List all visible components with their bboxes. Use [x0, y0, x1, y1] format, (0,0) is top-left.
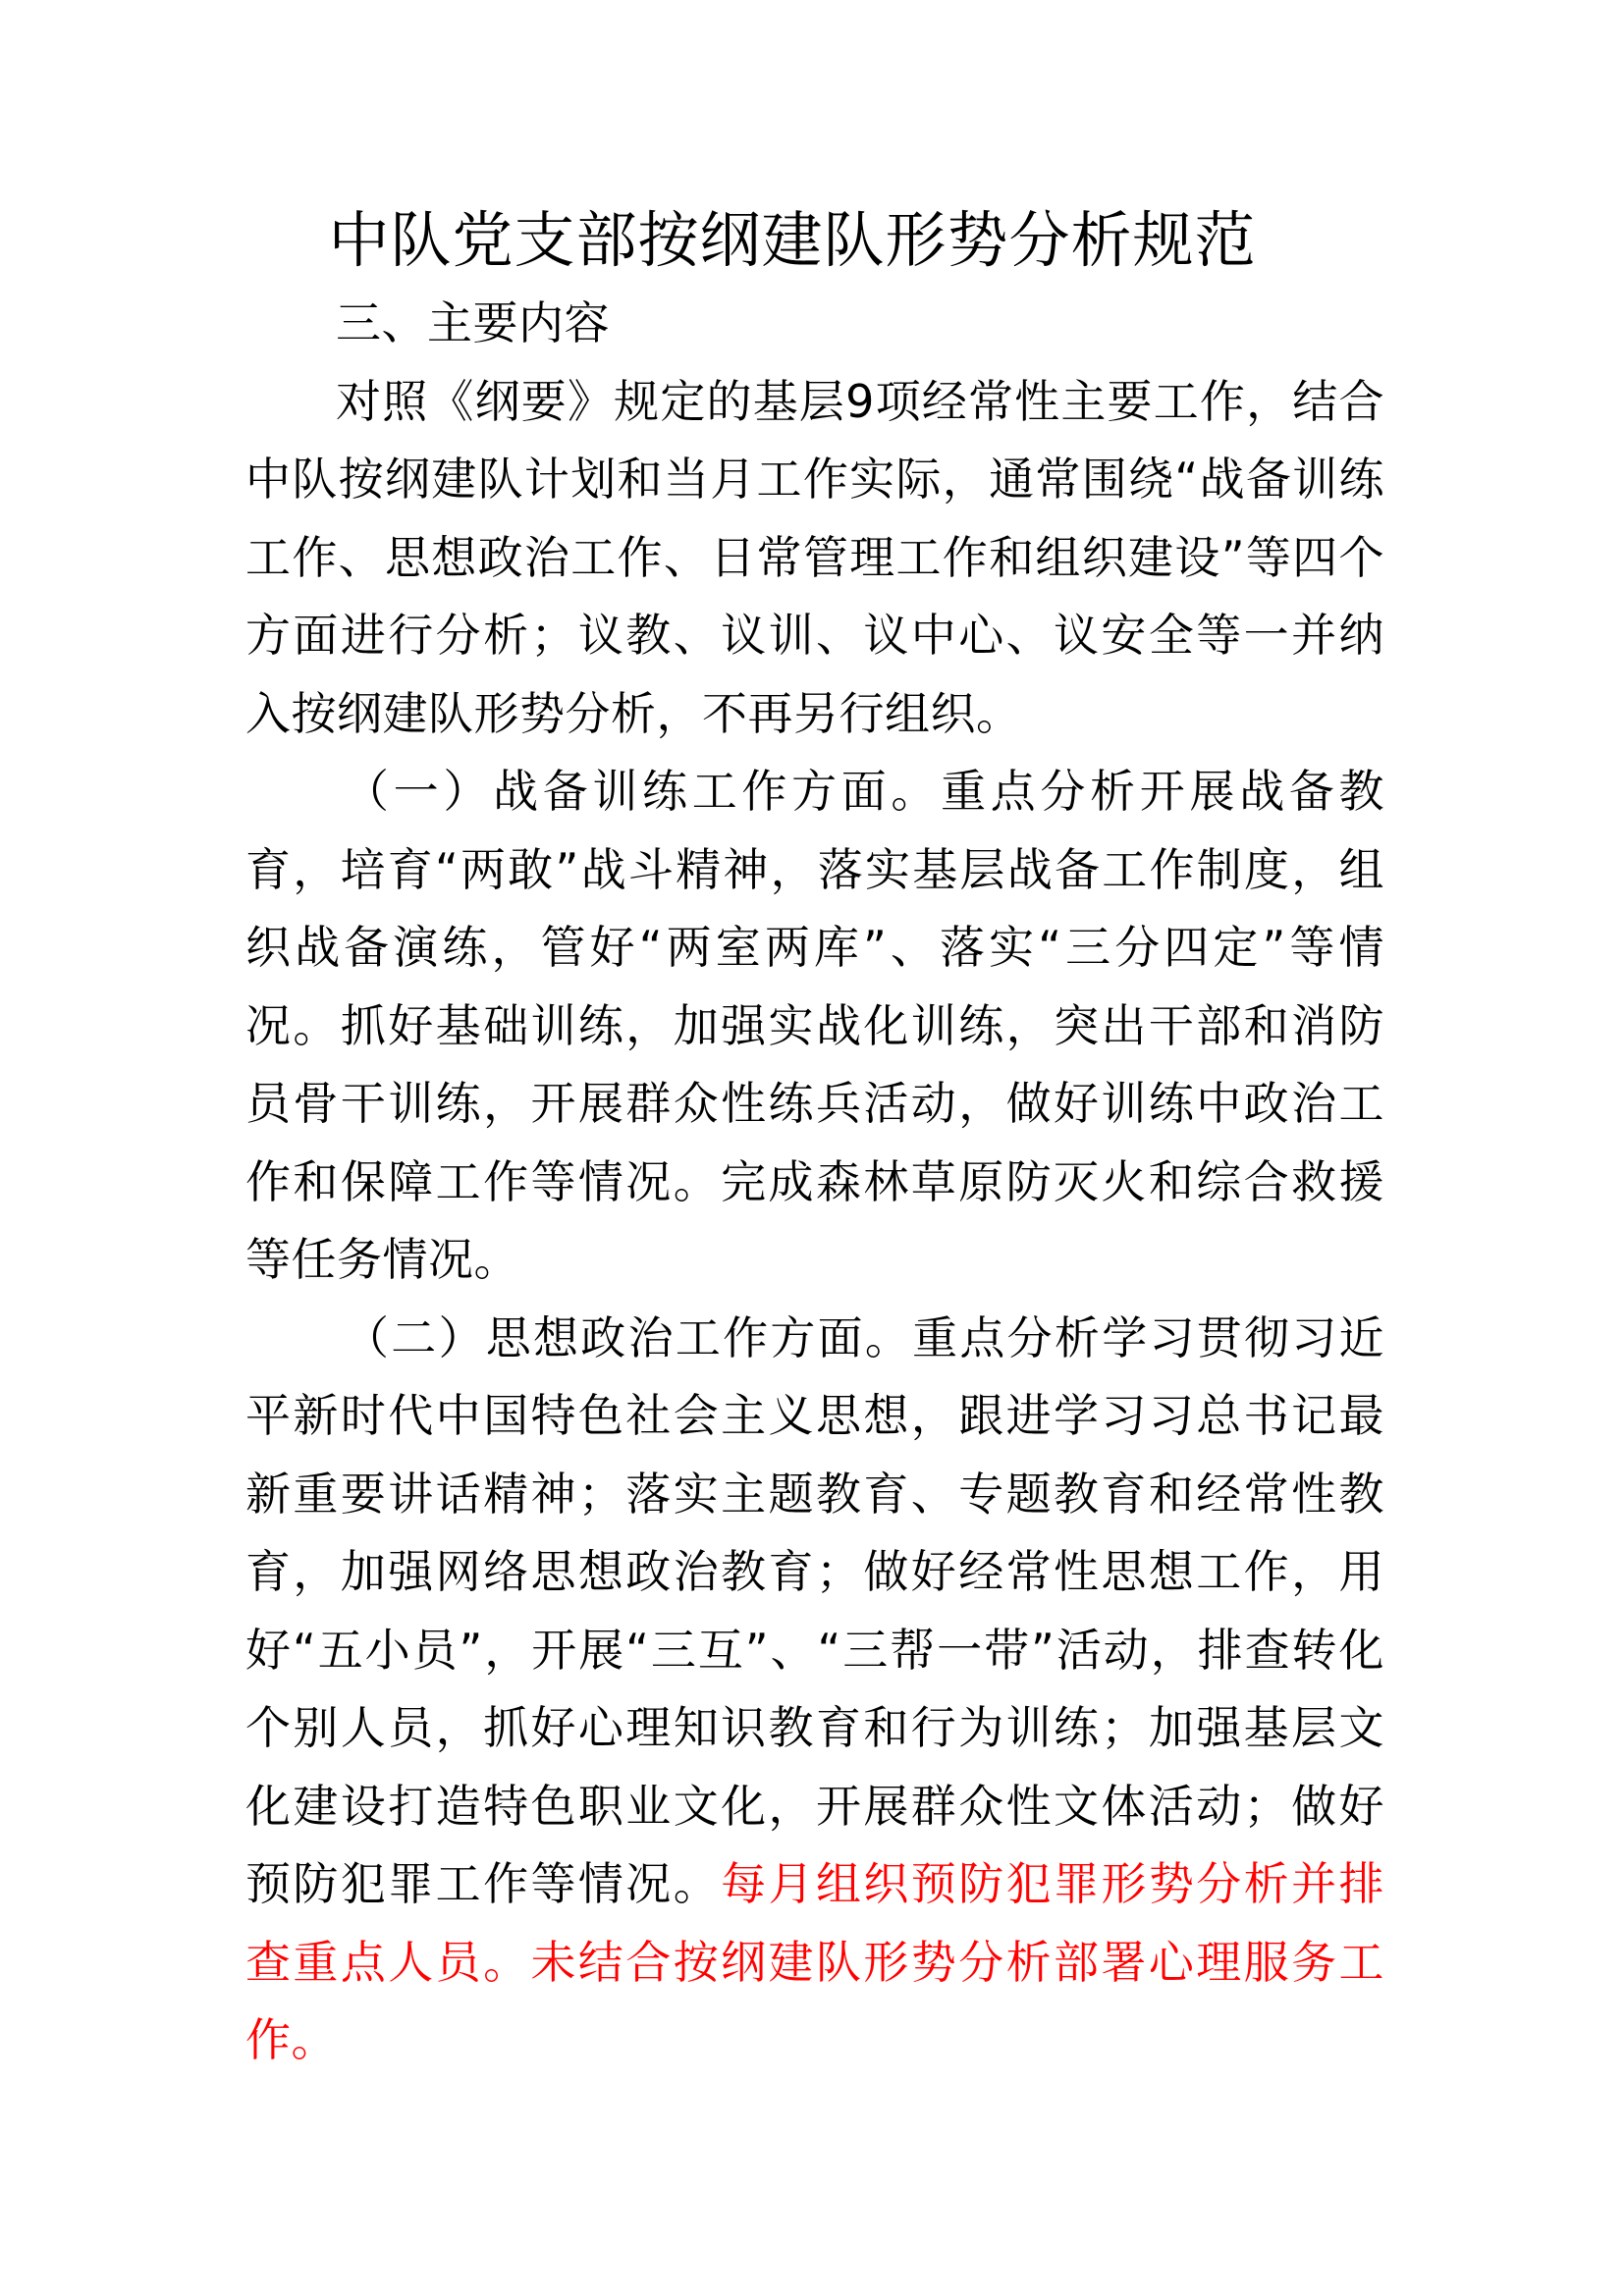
combat-readiness-paragraph: （一）战备训练工作方面。重点分析开展战备教育，培育“两敢”战斗精神，落实基层战备工作制度，组织战备演练，管好“两室两库”、落实“三分四定”等情况。抓好基础训练，加强实战化训练，突出干部和消防员骨干训练，开展群众性练兵活动，做好训练中政治工作和保障工作等情况。完成森林草原防灭火和综合救援等任务情况。 — [245, 765, 1384, 1286]
highlighted-remark: 每月组织预防犯罪形势分析并排查重点人员。未结合按纲建队形势分析部署心理服务工作。 — [245, 1857, 1385, 2066]
document-body — [245, 285, 1384, 2080]
intro-paragraph: 对照《纲要》规定的基层9项经常性主要工作，结合中队按纲建队计划和当月工作实际，通常围绕“战备训练工作、思想政治工作、日常管理工作和组织建设”等四个方面进行分析；议教、议训、议中心、议安全等一并纳入按纲建队形势分析，不再另行组织。 — [245, 374, 1384, 740]
document-title: 中队党支部按纲建队形势分析规范 — [328, 204, 1257, 276]
section-heading: 三、主要内容 — [336, 296, 610, 349]
ideological-political-text: （二）思想政治工作方面。重点分析学习贯彻习近平新时代中国特色社会主义思想，跟进学习习总书记最新重要讲话精神；落实主题教育、专题教育和经常性教育，加强网络思想政治教育；做好经常性思想工作，用好“五小员”，开展“三互”、“三帮一带”活动，排查转化个别人员，抓好心理知识教育和行为训练；加强基层文化建设打造特色职业文化，开展群众性文体活动；做好预防犯罪工作等情况。 — [245, 1310, 1384, 1910]
ideological-political-paragraph — [245, 1300, 1384, 2080]
